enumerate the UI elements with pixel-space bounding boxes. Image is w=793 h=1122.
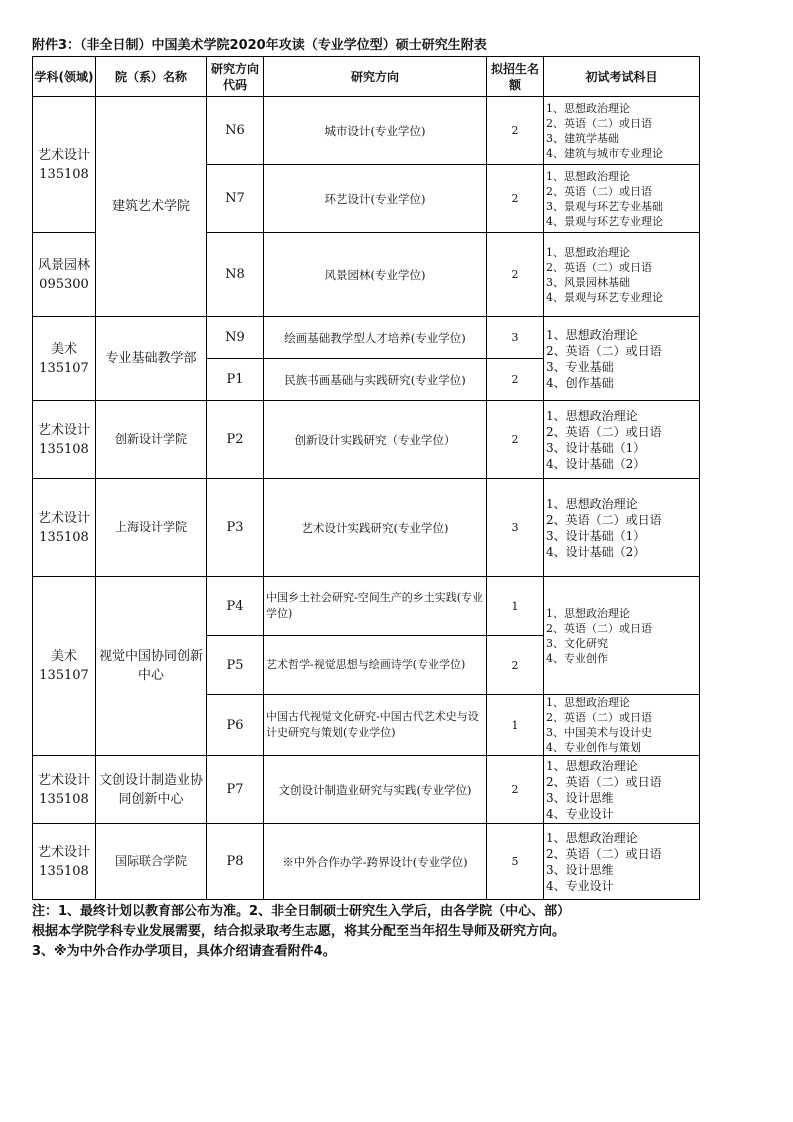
header-dept: 院（系）名称 xyxy=(96,57,207,97)
table-row xyxy=(33,824,700,900)
code-cell: P1 xyxy=(207,359,264,401)
footnote-line: 注：1、最终计划以教育部公布为准。2、非全日制硕士研究生入学后，由各学院（中心、部） xyxy=(32,904,571,919)
code-cell: P2 xyxy=(207,401,264,479)
header-direction: 研究方向 xyxy=(264,57,487,97)
code-cell: P3 xyxy=(207,479,264,577)
quota-cell: 2 xyxy=(487,359,544,401)
page-title: 附件3：（非全日制）中国美术学院2020年攻读（专业学位型）硕士研究生附表 xyxy=(32,38,487,53)
dept-cell: 文创设计制造业协同创新中心 xyxy=(96,756,207,824)
field-cell: 艺术设计 135108 xyxy=(33,756,96,824)
subjects-cell: 1、思想政治理论 2、英语（二）或日语 3、设计基础（1） 4、设计基础（2） xyxy=(544,479,700,577)
header-subjects: 初试考试科目 xyxy=(544,57,700,97)
quota-cell: 2 xyxy=(487,233,544,317)
direction-cell: 城市设计(专业学位) xyxy=(264,97,487,165)
field-cell: 美术 135107 xyxy=(33,577,96,756)
field-cell: 艺术设计 135108 xyxy=(33,401,96,479)
quota-cell: 3 xyxy=(487,317,544,359)
direction-cell: 环艺设计(专业学位) xyxy=(264,165,487,233)
header-row xyxy=(33,57,700,97)
subjects-cell: 1、思想政治理论 2、英语（二）或日语 3、景观与环艺专业基础 4、景观与环艺专业理论 xyxy=(544,165,700,233)
code-cell: N6 xyxy=(207,97,264,165)
subjects-cell: 1、思想政治理论 2、英语（二）或日语 3、专业基础 4、创作基础 xyxy=(544,317,700,401)
field-cell: 艺术设计 135108 xyxy=(33,97,96,233)
subjects-cell: 1、思想政治理论 2、英语（二）或日语 3、中国美术与设计史 4、专业创作与策划 xyxy=(544,695,700,756)
subjects-cell: 1、思想政治理论 2、英语（二）或日语 3、设计思维 4、专业设计 xyxy=(544,824,700,900)
subjects-cell: 1、思想政治理论 2、英语（二）或日语 3、设计思维 4、专业设计 xyxy=(544,756,700,824)
direction-cell: 文创设计制造业研究与实践(专业学位) xyxy=(264,756,487,824)
quota-cell: 2 xyxy=(487,97,544,165)
dept-cell: 建筑艺术学院 xyxy=(96,97,207,317)
field-cell: 艺术设计 135108 xyxy=(33,824,96,900)
table-row xyxy=(33,317,700,359)
direction-cell: 艺术哲学-视觉思想与绘画诗学(专业学位) xyxy=(264,636,487,695)
table-row xyxy=(33,577,700,636)
field-cell: 艺术设计 135108 xyxy=(33,479,96,577)
dept-cell: 创新设计学院 xyxy=(96,401,207,479)
direction-cell: 中国乡土社会研究-空间生产的乡土实践(专业学位) xyxy=(264,577,487,636)
quota-cell: 5 xyxy=(487,824,544,900)
code-cell: P4 xyxy=(207,577,264,636)
direction-cell: 创新设计实践研究（专业学位） xyxy=(264,401,487,479)
header-code: 研究方向代码 xyxy=(207,57,264,97)
dept-cell: 专业基础教学部 xyxy=(96,317,207,401)
table-row xyxy=(33,401,700,479)
direction-cell: 艺术设计实践研究(专业学位) xyxy=(264,479,487,577)
table-row xyxy=(33,479,700,577)
table-row xyxy=(33,97,700,165)
field-cell: 风景园林 095300 xyxy=(33,233,96,317)
code-cell: P6 xyxy=(207,695,264,756)
header-field: 学科(领域) xyxy=(33,57,96,97)
dept-cell: 上海设计学院 xyxy=(96,479,207,577)
dept-cell: 视觉中国协同创新中心 xyxy=(96,577,207,756)
quota-cell: 3 xyxy=(487,479,544,577)
table-row xyxy=(33,756,700,824)
quota-cell: 2 xyxy=(487,165,544,233)
code-cell: P5 xyxy=(207,636,264,695)
quota-cell: 2 xyxy=(487,636,544,695)
direction-cell: 民族书画基础与实践研究(专业学位) xyxy=(264,359,487,401)
field-cell: 美术 135107 xyxy=(33,317,96,401)
header-quota: 拟招生名额 xyxy=(487,57,544,97)
subjects-cell: 1、思想政治理论 2、英语（二）或日语 3、设计基础（1） 4、设计基础（2） xyxy=(544,401,700,479)
subjects-cell: 1、思想政治理论 2、英语（二）或日语 3、风景园林基础 4、景观与环艺专业理论 xyxy=(544,233,700,317)
direction-cell: 风景园林(专业学位) xyxy=(264,233,487,317)
direction-cell: 中国古代视觉文化研究-中国古代艺术史与设计史研究与策划(专业学位) xyxy=(264,695,487,756)
quota-cell: 1 xyxy=(487,577,544,636)
direction-cell: 绘画基础教学型人才培养(专业学位) xyxy=(264,317,487,359)
direction-cell: ※中外合作办学-跨界设计(专业学位) xyxy=(264,824,487,900)
quota-cell: 1 xyxy=(487,695,544,756)
quota-cell: 2 xyxy=(487,756,544,824)
code-cell: N7 xyxy=(207,165,264,233)
quota-cell: 2 xyxy=(487,401,544,479)
footnote-line: 3、※为中外合作办学项目，具体介绍请查看附件4。 xyxy=(32,944,336,959)
code-cell: N9 xyxy=(207,317,264,359)
enrollment-table xyxy=(32,56,700,900)
footnote-line: 根据本学院学科专业发展需要，结合拟录取考生志愿，将其分配至当年招生导师及研究方向。 xyxy=(32,924,566,939)
code-cell: P7 xyxy=(207,756,264,824)
subjects-cell: 1、思想政治理论 2、英语（二）或日语 3、文化研究 4、专业创作 xyxy=(544,577,700,695)
code-cell: N8 xyxy=(207,233,264,317)
dept-cell: 国际联合学院 xyxy=(96,824,207,900)
footnote xyxy=(32,902,732,962)
subjects-cell: 1、思想政治理论 2、英语（二）或日语 3、建筑学基础 4、建筑与城市专业理论 xyxy=(544,97,700,165)
code-cell: P8 xyxy=(207,824,264,900)
